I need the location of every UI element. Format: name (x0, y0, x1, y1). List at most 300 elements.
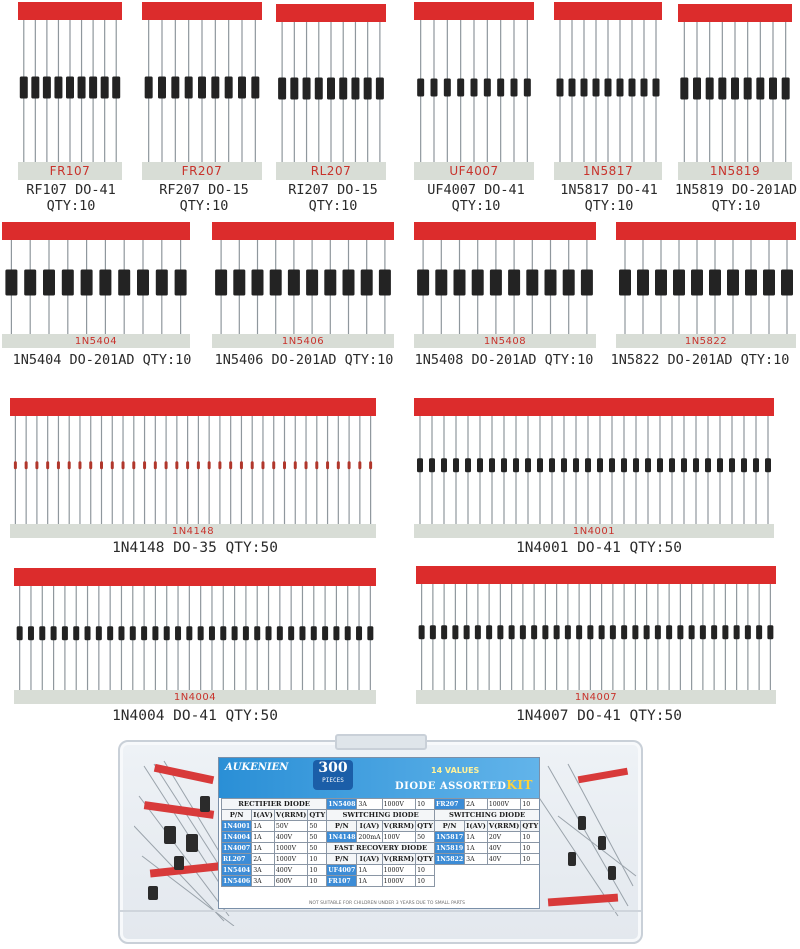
diode-body (208, 461, 211, 469)
cell: 3A (357, 799, 382, 810)
diode-body (348, 461, 351, 469)
diode-body (490, 269, 502, 295)
diode-body (511, 78, 518, 96)
cell: FR207 (434, 799, 464, 810)
kit-title (395, 778, 533, 792)
diode-body (557, 78, 564, 96)
diode-body (315, 461, 318, 469)
diode-body (621, 625, 627, 639)
diode-body (198, 76, 206, 98)
values-label: 14 VALUES (431, 766, 480, 775)
piece-count-badge (313, 760, 353, 790)
kit-title-text: DIODE ASSORTED (395, 781, 507, 792)
diode-body (525, 458, 531, 472)
diode-body (305, 461, 308, 469)
diode-body (229, 461, 232, 469)
diode-body (609, 458, 615, 472)
col-header-vrrm: V(RRM) (275, 811, 307, 819)
diode-body (565, 625, 571, 639)
diode-body (619, 269, 631, 295)
cell: 1N5817 (435, 833, 464, 841)
diode-body (745, 625, 751, 639)
diode-body (311, 626, 317, 640)
diode-leads (414, 222, 596, 348)
tape-label: 1N5404 (74, 335, 118, 347)
diode-body (101, 76, 109, 98)
diode-body (441, 458, 447, 472)
diode-body (756, 625, 762, 639)
cell: 50 (308, 832, 327, 843)
diode-leads (2, 222, 190, 348)
cell: 40V (487, 843, 521, 854)
diode-body (299, 626, 305, 640)
diode-body (581, 78, 588, 96)
diode-body (337, 461, 340, 469)
diode-body (501, 458, 507, 472)
diode-body (130, 626, 136, 640)
diode-body (99, 269, 111, 295)
safety-note: NOT SUITABLE FOR CHILDREN UNDER 3 YEARS DUE TO SMALL PARTS (309, 901, 466, 906)
diode-body (85, 626, 91, 640)
col-header-pn: P/N (434, 821, 464, 832)
diode-body (112, 76, 120, 98)
diode-body (617, 78, 624, 96)
diode-body (118, 269, 130, 295)
diode-strip-1n5404 (2, 222, 190, 348)
diode-body (20, 76, 28, 98)
diode-body (152, 626, 158, 640)
cell: 1000V (382, 876, 416, 887)
cell: 1000V (274, 854, 308, 865)
diode-body (215, 269, 227, 295)
diode-body (54, 76, 62, 98)
diode-body (561, 458, 567, 472)
diode-body (520, 625, 526, 639)
diode-body (277, 626, 283, 640)
col-header-vrrm: V(RRM) (383, 822, 415, 830)
cell: 10 (521, 854, 540, 865)
kit-label-card (218, 757, 540, 909)
diode-leads (616, 222, 796, 348)
cell: 3A (252, 876, 275, 887)
diode-body (198, 626, 204, 640)
diode-leads (10, 398, 376, 538)
diode-body (185, 76, 193, 98)
diode-body (763, 269, 775, 295)
tape-label: 1N5406 (281, 335, 325, 347)
diode-body (680, 77, 688, 99)
diode-body (581, 269, 593, 295)
diode-body (417, 269, 429, 295)
diode-body (303, 77, 311, 99)
cell: 20V (487, 832, 521, 843)
diode-body (526, 269, 538, 295)
cell: RL207 (222, 854, 252, 865)
cell: 2A (252, 854, 275, 865)
fast-recovery-header: FAST RECOVERY DIODE (327, 843, 435, 854)
diode-body (472, 269, 484, 295)
diode-body (681, 458, 687, 472)
cell: 10 (521, 799, 540, 810)
cell: 3A (465, 854, 488, 865)
diode-body (35, 461, 38, 469)
diode-body (621, 458, 627, 472)
diode-body (43, 269, 55, 295)
col-header-iav: I(AV) (466, 822, 486, 830)
diode-body (531, 625, 537, 639)
diode-leads (414, 398, 774, 538)
diode-body (769, 77, 777, 99)
diode-body (610, 625, 616, 639)
diode-strip-rl207 (276, 4, 386, 180)
cell: 10 (521, 832, 540, 843)
cell: 1N5406 (223, 877, 251, 885)
diode-body (655, 269, 667, 295)
diode-body (324, 269, 336, 295)
diode-body (677, 625, 683, 639)
diode-body (175, 269, 187, 295)
tape-label: RL207 (310, 164, 352, 178)
diode-strip-1n5817 (554, 2, 662, 180)
box-contents-right (538, 756, 638, 926)
diode-body (339, 77, 347, 99)
diode-body (31, 76, 39, 98)
cell: 1A (465, 843, 488, 854)
diode-body (629, 78, 636, 96)
diode-body (605, 78, 612, 96)
diode-body (118, 626, 124, 640)
cell: UF4007 (328, 866, 356, 874)
diode-body (252, 269, 264, 295)
cell: 1N5408 (328, 800, 356, 808)
diode-body (306, 269, 318, 295)
pieces-label: PIECES (322, 777, 344, 784)
diode-body (266, 626, 272, 640)
cell: 1N5404 (223, 866, 251, 874)
diode-strip-1n4007 (416, 566, 776, 704)
col-header-qty: QTY (309, 811, 326, 819)
diode-body (288, 626, 294, 640)
diode-body (327, 77, 335, 99)
cell: 10 (308, 854, 327, 865)
cell: 1A (252, 821, 275, 832)
cell: 50 (308, 843, 327, 854)
cell: 10 (416, 799, 435, 810)
cell: 1N5819 (435, 844, 464, 852)
cell: 1000V (487, 799, 521, 810)
diode-body (62, 626, 68, 640)
cell: 10 (308, 865, 327, 876)
diode-body (729, 458, 735, 472)
diode-body (453, 458, 459, 472)
cell: 600V (274, 876, 308, 887)
diode-body (632, 625, 638, 639)
col-header-pn: P/N (327, 854, 357, 865)
diode-body (211, 76, 219, 98)
diode-body (288, 269, 300, 295)
diode-leads (416, 566, 776, 704)
diode-body (358, 461, 361, 469)
diode-body (379, 269, 391, 295)
cell: 1A (357, 876, 382, 887)
diode-body (238, 76, 246, 98)
caption-fr207: RF207 DO-15 QTY:10 (159, 182, 249, 214)
cell: 1A (252, 843, 275, 854)
col-header-pn: P/N (327, 821, 357, 832)
col-header-iav: I(AV) (357, 821, 382, 832)
diode-body (78, 76, 86, 98)
diode-body (100, 461, 103, 469)
diode-body (209, 626, 215, 640)
diode-body (197, 461, 200, 469)
diode-body (251, 76, 259, 98)
diode-body (272, 461, 275, 469)
diode-body (232, 626, 238, 640)
diode-body (62, 269, 74, 295)
diode-body (376, 77, 384, 99)
diode-body (452, 625, 458, 639)
col-header-pn: P/N (222, 810, 252, 821)
diode-body (693, 458, 699, 472)
spec-table (221, 798, 540, 887)
cell: 1000V (382, 799, 416, 810)
diode-body (693, 77, 701, 99)
diode-body (137, 269, 149, 295)
diode-body (28, 626, 34, 640)
diode-body (369, 461, 372, 469)
diode-body (225, 76, 233, 98)
diode-body (781, 269, 793, 295)
diode-body (753, 458, 759, 472)
cell: 1N4001 (223, 822, 251, 830)
diode-body (25, 461, 28, 469)
diode-body (765, 458, 771, 472)
caption-1n4004: 1N4004 DO-41 QTY:50 (112, 708, 278, 724)
diode-body (709, 269, 721, 295)
diode-body (705, 458, 711, 472)
diode-body (68, 461, 71, 469)
diode-body (78, 461, 81, 469)
caption-1n4001: 1N4001 DO-41 QTY:50 (516, 540, 682, 556)
cell: 50 (416, 832, 435, 843)
diode-body (524, 78, 531, 96)
cell: 10 (521, 843, 540, 854)
diode-body (417, 78, 424, 96)
diode-body (417, 458, 423, 472)
diode-body (537, 458, 543, 472)
cell: 100V (382, 832, 416, 843)
brand-name: AUKENIEN (225, 762, 289, 773)
diode-body (484, 78, 491, 96)
diode-body (132, 461, 135, 469)
diode-strip-1n4148 (10, 398, 376, 538)
tape-label: 1N4004 (173, 691, 217, 703)
cell: 1A (252, 832, 275, 843)
diode-body (81, 269, 93, 295)
diode-body (486, 625, 492, 639)
caption-1n5406: 1N5406 DO-201AD QTY:10 (214, 352, 394, 368)
diode-body (669, 458, 675, 472)
diode-body (727, 269, 739, 295)
diode-body (542, 625, 548, 639)
diode-body (655, 625, 661, 639)
col-header-qty: QTY (417, 822, 433, 830)
diode-body (745, 269, 757, 295)
diode-body (509, 625, 515, 639)
diode-body (5, 269, 17, 295)
diode-body (645, 458, 651, 472)
diode-body (122, 461, 125, 469)
cell: FR107 (327, 876, 357, 887)
diode-body (156, 269, 168, 295)
diode-body (154, 461, 157, 469)
tape-label: FR207 (181, 164, 223, 178)
diode-body (489, 458, 495, 472)
cell: 1N4004 (223, 833, 251, 841)
diode-body (356, 626, 362, 640)
diode-body (767, 625, 773, 639)
diode-body (563, 269, 575, 295)
diode-body (593, 78, 600, 96)
diode-body (741, 458, 747, 472)
cell: 1N4007 (223, 844, 251, 852)
diode-body (46, 461, 49, 469)
diode-body (270, 269, 282, 295)
diode-leads (212, 222, 394, 348)
caption-1n5408: 1N5408 DO-201AD QTY:10 (414, 352, 594, 368)
diode-body (343, 269, 355, 295)
diode-body (89, 461, 92, 469)
tape-label: 1N4007 (574, 691, 618, 703)
cell: 10 (416, 865, 435, 876)
diode-strip-fr207 (142, 2, 262, 180)
cell: 200mA (358, 833, 381, 841)
diode-body (233, 269, 245, 295)
tape-label: UF4007 (449, 164, 499, 178)
caption-rl207: RI207 DO-15 QTY:10 (288, 182, 378, 214)
diode-body (756, 77, 764, 99)
switching-header: SWITCHING DIODE (327, 810, 435, 821)
col-header-vrrm: V(RRM) (488, 822, 520, 830)
col-header-qty: QTY (522, 822, 539, 830)
diode-body (576, 625, 582, 639)
col-header-qty: QTY (417, 855, 433, 863)
tape-label: FR107 (49, 164, 91, 178)
cell: 1N4148 (328, 833, 356, 841)
diode-body (164, 626, 170, 640)
col-header-iav: I(AV) (253, 811, 273, 819)
cell: 1000V (382, 865, 416, 876)
diode-body (477, 458, 483, 472)
diode-body (429, 458, 435, 472)
diode-body (351, 77, 359, 99)
diode-leads (414, 2, 534, 180)
diode-body (599, 625, 605, 639)
diode-body (111, 461, 114, 469)
diode-body (569, 78, 576, 96)
diode-body (17, 626, 23, 640)
box-latch (335, 734, 427, 750)
diode-body (700, 625, 706, 639)
diode-body (367, 626, 373, 640)
diode-body (782, 77, 790, 99)
diode-body (315, 77, 323, 99)
cell: 1A (357, 865, 382, 876)
diode-strip-1n5408 (414, 222, 596, 348)
diode-body (96, 626, 102, 640)
diode-strip-1n5822 (616, 222, 796, 348)
diode-body (673, 269, 685, 295)
diode-body (508, 269, 520, 295)
diode-body (165, 461, 168, 469)
diode-body (243, 626, 249, 640)
diode-body (333, 626, 339, 640)
diode-body (419, 625, 425, 639)
diode-body (653, 78, 660, 96)
diode-leads (14, 568, 376, 704)
diode-body (435, 269, 447, 295)
diode-body (171, 76, 179, 98)
diode-body (278, 77, 286, 99)
diode-body (587, 625, 593, 639)
diode-body (43, 76, 51, 98)
kit-title-suffix: KIT (506, 778, 533, 792)
diode-body (633, 458, 639, 472)
cell: 10 (416, 876, 435, 887)
diode-body (158, 76, 166, 98)
caption-1n5404: 1N5404 DO-201AD QTY:10 (12, 352, 192, 368)
caption-1n5819: 1N5819 DO-201AD QTY:10 (675, 182, 797, 214)
diode-body (57, 461, 60, 469)
cell: 1A (465, 832, 488, 843)
caption-1n5817: 1N5817 DO-41 QTY:10 (560, 182, 658, 214)
diode-body (465, 458, 471, 472)
diode-strip-1n4001 (414, 398, 774, 538)
diode-body (718, 77, 726, 99)
diode-body (73, 626, 79, 640)
diode-strip-1n5819 (678, 4, 792, 180)
diode-body (722, 625, 728, 639)
diode-body (39, 626, 45, 640)
diode-body (471, 78, 478, 96)
diode-body (644, 625, 650, 639)
diode-body (322, 626, 328, 640)
caption-1n4007: 1N4007 DO-41 QTY:50 (516, 708, 682, 724)
piece-count: 300 (318, 760, 348, 776)
diode-body (454, 269, 466, 295)
diode-body (218, 461, 221, 469)
tape-label: 1N4001 (572, 525, 616, 537)
diode-strip-1n5406 (212, 222, 394, 348)
tape-label: 1N5822 (684, 335, 728, 347)
diode-body (175, 461, 178, 469)
diode-strip-fr107 (18, 2, 122, 180)
diode-strip-1n4004 (14, 568, 376, 704)
diode-body (66, 76, 74, 98)
diode-body (637, 269, 649, 295)
tape-label: 1N5819 (709, 164, 761, 178)
diode-body (251, 461, 254, 469)
cell: 1N5822 (435, 855, 464, 863)
diode-body (717, 458, 723, 472)
diode-body (24, 269, 36, 295)
diode-body (290, 77, 298, 99)
col-header-iav: I(AV) (357, 854, 382, 865)
diode-leads (554, 2, 662, 180)
diode-body (430, 625, 436, 639)
diode-body (145, 76, 153, 98)
diode-body (657, 458, 663, 472)
